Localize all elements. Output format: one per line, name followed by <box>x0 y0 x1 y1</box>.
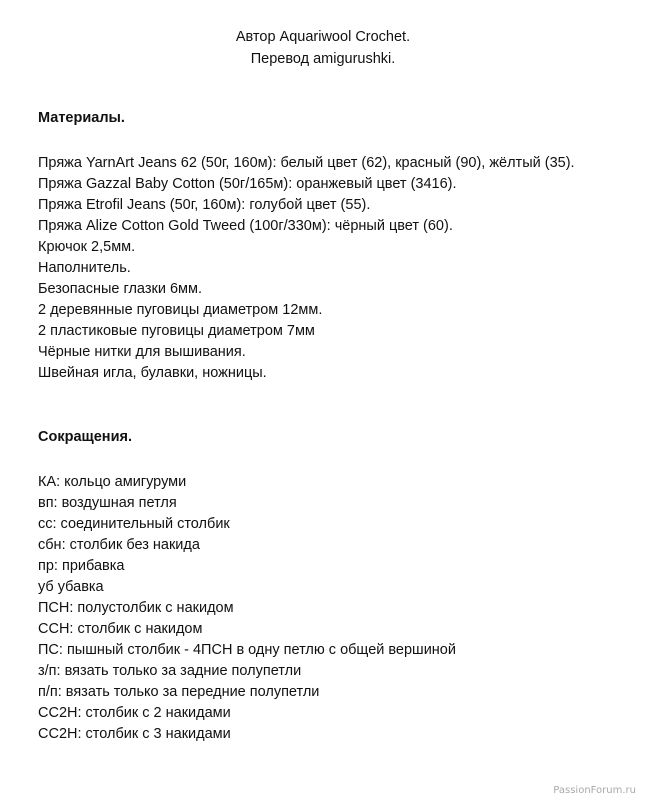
abbreviation-item: уб убавка <box>38 579 104 595</box>
abbreviation-item: з/п: вязать только за задние полупетли <box>38 663 302 679</box>
materials-item: Пряжа Alize Cotton Gold Tweed (100г/330м): чёрный цвет (60). <box>38 218 453 234</box>
materials-item: Пряжа Gazzal Baby Cotton (50г/165м): оранжевый цвет (3416). <box>38 176 457 192</box>
materials-item: 2 пластиковые пуговицы диаметром 7мм <box>38 323 315 339</box>
abbreviation-item: сбн: столбик без накида <box>38 537 200 553</box>
abbreviation-item: ССН: столбик с накидом <box>38 621 203 637</box>
abbreviations-heading: Сокращения. <box>38 429 132 445</box>
abbreviation-item: КА: кольцо амигуруми <box>38 474 187 490</box>
materials-item: Крючок 2,5мм. <box>38 239 136 255</box>
materials-item: 2 деревянные пуговицы диаметром 12мм. <box>38 302 323 318</box>
materials-item: Чёрные нитки для вышивания. <box>38 344 246 360</box>
abbreviation-item: СС2Н: столбик с 3 накидами <box>38 726 231 742</box>
abbreviation-item: п/п: вязать только за передние полупетли <box>38 684 320 700</box>
abbreviation-item: сс: соединительный столбик <box>38 516 230 532</box>
materials-heading: Материалы. <box>38 110 125 126</box>
materials-item: Безопасные глазки 6мм. <box>38 281 202 297</box>
author-line: Автор Aquariwool Crochet. <box>235 29 411 45</box>
site-watermark: PassionForum.ru <box>553 785 636 796</box>
abbreviation-item: ПСН: полустолбик с накидом <box>38 600 234 616</box>
materials-list <box>38 153 608 384</box>
abbreviation-item: вп: воздушная петля <box>38 495 177 511</box>
translation-line: Перевод amigurushki. <box>250 51 396 67</box>
abbreviations-list <box>38 472 608 745</box>
materials-item: Наполнитель. <box>38 260 131 276</box>
abbreviation-item: пр: прибавка <box>38 558 125 574</box>
abbreviation-item: ПС: пышный столбик - 4ПСН в одну петлю с общей вершиной <box>38 642 456 658</box>
abbreviation-item: СС2Н: столбик с 2 накидами <box>38 705 231 721</box>
materials-item: Пряжа YarnArt Jeans 62 (50г, 160м): белый цвет (62), красный (90), жёлтый (35). <box>38 155 575 171</box>
materials-item: Пряжа Etrofil Jeans (50г, 160м): голубой цвет (55). <box>38 197 371 213</box>
materials-item: Швейная игла, булавки, ножницы. <box>38 365 267 381</box>
document-header <box>0 26 646 70</box>
